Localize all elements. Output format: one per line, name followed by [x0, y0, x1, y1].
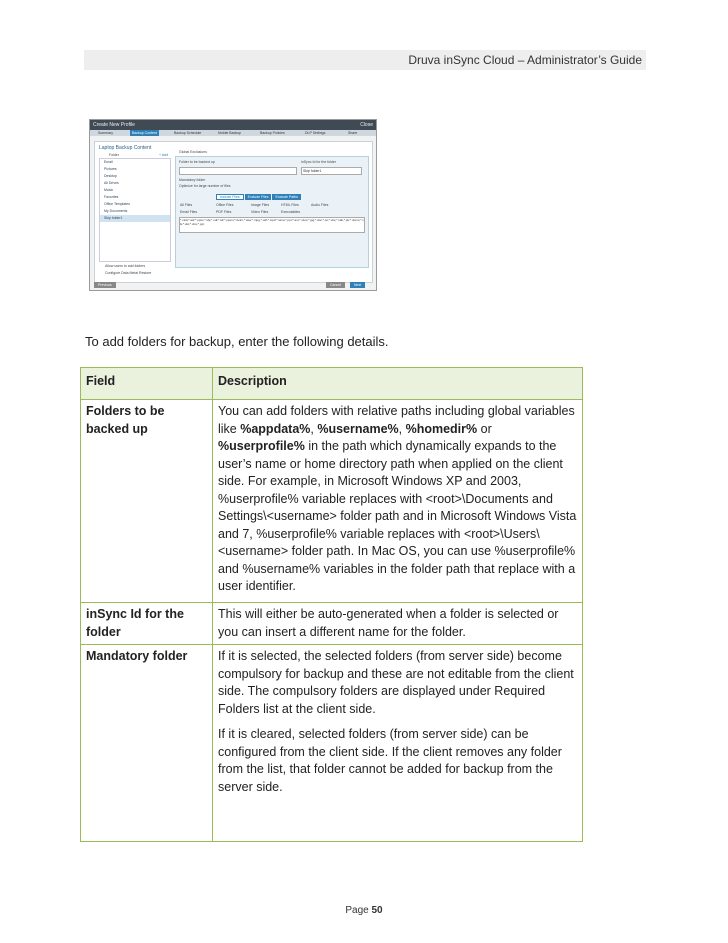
step-summary[interactable]: Summary	[98, 131, 113, 135]
filter-tabs	[216, 194, 302, 200]
folder-list	[99, 158, 171, 262]
filetype-html[interactable]: HTML Files	[281, 203, 299, 207]
dialog-titlebar	[90, 120, 376, 130]
step-share[interactable]: Share	[348, 131, 358, 135]
insync-id-label: inSync Id for the folder	[301, 160, 337, 164]
field-name: inSync Id for the folder	[81, 603, 213, 645]
step-backup-content[interactable]: Backup Content	[132, 131, 157, 135]
allow-users-checkbox[interactable]: Allow users to add folders	[105, 264, 146, 268]
field-description: This will either be auto-generated when a folder is selected or you can insert a different name for the folder.	[213, 603, 583, 645]
field-description	[213, 645, 583, 842]
list-item[interactable]: Music	[104, 188, 114, 192]
table-row	[81, 645, 583, 842]
optimize-checkbox[interactable]: Optimize for large number of files	[179, 184, 231, 188]
list-item[interactable]: Favorites	[104, 195, 119, 199]
description-paragraph: If it is selected, the selected folders (from server side) become compulsory for backup and these are not editable from the client side. The compulsory folders are displayed under Required Folders list at the client side.	[218, 649, 574, 716]
next-button[interactable]: Next	[350, 282, 365, 288]
description-paragraph: If it is cleared, selected folders (from server side) can be configured from the client side. If the client removes any folder from the list, that folder cannot be added for backup from the server side.	[218, 727, 562, 794]
col-field-header: Field	[81, 368, 213, 400]
list-item[interactable]: Office Templates	[104, 202, 130, 206]
list-item[interactable]: Pictures	[104, 167, 117, 171]
filetype-executables[interactable]: Executables	[281, 210, 301, 214]
table-row	[81, 400, 583, 603]
add-folder-button[interactable]: + Add	[159, 153, 169, 157]
folder-path-input[interactable]	[179, 167, 297, 175]
filetype-image[interactable]: Image Files	[251, 203, 270, 207]
dialog-screenshot	[89, 119, 377, 291]
close-button[interactable]: Close	[360, 122, 373, 128]
intro-text: To add folders for backup, enter the following details.	[85, 334, 389, 349]
mandatory-checkbox[interactable]: Mandatory folder	[179, 178, 206, 182]
field-name: Mandatory folder	[81, 645, 213, 842]
extensions-textarea[interactable]: *.midi;*.asf;*.ppsx;*.obj;*.odt;*.aif;*.ppsm;*.dotm;*.wav;*.mpg;*.odf;*.mp3;*.wma;*.ppt;*.avi;*.xlsm;*.jpg;*.doc;*.ps;*.vbs;*.cab;*.jar;*.docm;*.xls;*.dot;*.xlsx;*.ppt	[179, 217, 365, 233]
cancel-button[interactable]: Cancel	[326, 282, 345, 288]
filetype-audio[interactable]: Audio Files	[311, 203, 329, 207]
previous-button[interactable]: Previous	[94, 282, 116, 288]
table-header-row	[81, 368, 583, 400]
step-mobile-backup[interactable]: Mobile Backup	[218, 131, 241, 135]
tab-exclude-paths[interactable]: Exclude Paths	[272, 194, 300, 200]
global-exclusions-link[interactable]: Global Exclusions	[179, 150, 207, 154]
step-backup-schedule[interactable]: Backup Schedule	[174, 131, 202, 135]
list-item[interactable]: All Drives	[104, 181, 119, 185]
field-description: You can add folders with relative paths including global variables like %appdata%, %username%, %homedir% or %userprofile% in the path which dynamically expands to the user’s name or home directory path when applied on the client side. For example, in Microsoft Windows XP and 2003, %userprofile% variable replaces with <root>\Documents and Settings\<username> folder path and in Microsoft Windows Vista and 7, %userprofile% variable replaces with <root>\Users\<username> folder path. In Mac OS, you can use %userprofile% and %username% variables in the folder path that replace with a user identifier.	[213, 400, 583, 603]
filetype-pdf[interactable]: PDF Files	[216, 210, 232, 214]
step-backup-policies[interactable]: Backup Policies	[260, 131, 285, 135]
folder-details-panel	[175, 156, 369, 268]
filetype-office[interactable]: Office Files	[216, 203, 234, 207]
tab-include-files[interactable]: Include Files	[216, 194, 244, 200]
dialog-body	[94, 141, 373, 283]
folder-backed-up-label: Folder to be backed up	[179, 160, 215, 164]
dialog-title: Create New Profile	[93, 122, 135, 128]
filetype-email[interactable]: Email Files	[180, 210, 198, 214]
folders-label: Folder	[109, 153, 119, 157]
list-item[interactable]: Skip folder1	[100, 215, 170, 222]
page-number: Page 50	[345, 905, 383, 916]
section-title: Laptop Backup Content	[99, 145, 152, 151]
wizard-steps	[90, 130, 376, 136]
configure-meta-checkbox[interactable]: Configure Data Metal Restore	[105, 271, 152, 275]
tab-exclude-files[interactable]: Exclude Files	[245, 194, 272, 200]
insync-id-input[interactable]: Skip folder1	[301, 167, 362, 175]
filetype-video[interactable]: Video Files	[251, 210, 269, 214]
filetype-all[interactable]: All Files	[180, 203, 193, 207]
fields-table	[80, 367, 583, 842]
list-item[interactable]: Email	[104, 160, 113, 164]
header-title: Druva inSync Cloud – Administrator’s Guide	[408, 53, 642, 67]
list-item[interactable]: Desktop	[104, 174, 117, 178]
list-item[interactable]: My Documents	[104, 209, 128, 213]
page-header	[84, 50, 646, 70]
step-dlp-settings[interactable]: DLP Settings	[305, 131, 326, 135]
col-description-header: Description	[213, 368, 583, 400]
table-row	[81, 603, 583, 645]
field-name: Folders to be backed up	[81, 400, 213, 603]
